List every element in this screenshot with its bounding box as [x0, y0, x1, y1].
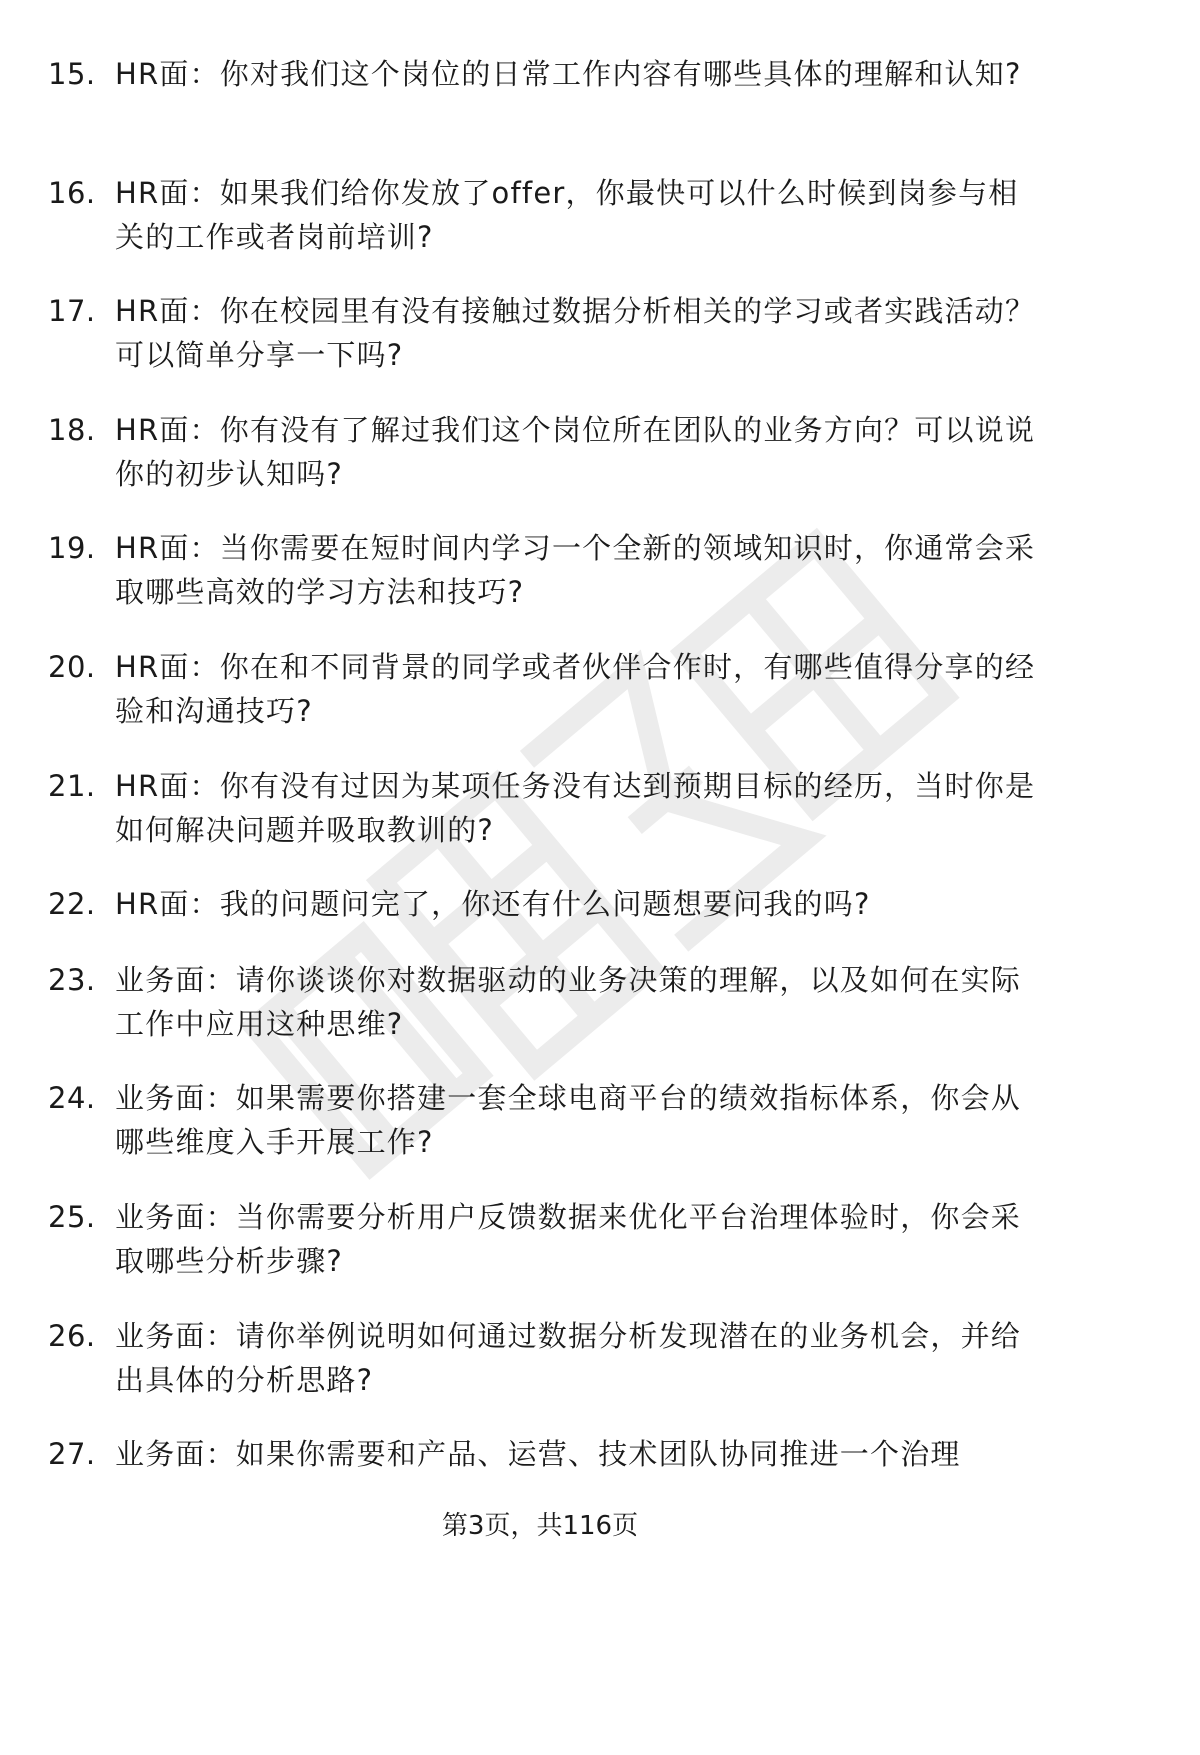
question-text: HR面：你有没有了解过我们这个岗位所在团队的业务方向？可以说说你的初步认知吗?: [115, 412, 1036, 491]
question-number: 19.: [48, 531, 96, 566]
question-number: 21.: [48, 768, 96, 803]
question-list: [48, 52, 1048, 1508]
question-item: [48, 408, 1048, 497]
question-item: [48, 289, 1048, 378]
question-text: HR面：你在和不同背景的同学或者伙伴合作时，有哪些值得分享的经验和沟通技巧?: [115, 649, 1036, 728]
question-text: HR面：你在校园里有没有接触过数据分析相关的学习或者实践活动？可以简单分享一下吗?: [115, 294, 1036, 373]
question-text: 业务面：请你举例说明如何通过数据分析发现潜在的业务机会，并给出具体的分析思路?: [115, 1318, 1022, 1397]
question-item: [48, 958, 1048, 1047]
question-item: [48, 1076, 1048, 1165]
question-number: 16.: [48, 175, 96, 210]
question-text: HR面：你有没有过因为某项任务没有达到预期目标的经历，当时你是如何解决问题并吸取教训的?: [115, 768, 1036, 847]
question-text: HR面：当你需要在短时间内学习一个全新的领域知识时，你通常会采取哪些高效的学习方法和技巧?: [115, 531, 1036, 610]
question-item: [48, 1195, 1048, 1284]
question-text: 业务面：如果需要你搭建一套全球电商平台的绩效指标体系，你会从哪些维度入手开展工作?: [115, 1081, 1022, 1160]
question-number: 20.: [48, 649, 96, 684]
question-text: 业务面：如果你需要和产品、运营、技术团队协同推进一个治理: [115, 1437, 961, 1472]
question-number: 18.: [48, 412, 96, 447]
question-text: HR面：我的问题问完了，你还有什么问题想要问我的吗?: [115, 887, 871, 922]
question-number: 24.: [48, 1081, 96, 1116]
question-number: 26.: [48, 1318, 96, 1353]
question-number: 15.: [48, 57, 96, 91]
question-number: 22.: [48, 887, 96, 922]
question-item: [48, 171, 1048, 260]
question-item: [48, 52, 1048, 141]
question-text: 业务面：请你谈谈你对数据驱动的业务决策的理解，以及如何在实际工作中应用这种思维?: [115, 962, 1022, 1041]
question-item: [48, 764, 1048, 853]
question-text: 业务面：当你需要分析用户反馈数据来优化平台治理体验时，你会采取哪些分析步骤?: [115, 1199, 1022, 1278]
question-item: [48, 882, 1048, 928]
question-item: [48, 1314, 1048, 1403]
question-text: HR面：你对我们这个岗位的日常工作内容有哪些具体的理解和认知?: [115, 57, 1022, 91]
question-item: [48, 526, 1048, 615]
question-item: [48, 1432, 1048, 1478]
page-footer: 第3页，共116页: [441, 1511, 639, 1541]
question-number: 23.: [48, 962, 96, 997]
question-number: 27.: [48, 1437, 96, 1472]
question-number: 25.: [48, 1199, 96, 1234]
question-text: HR面：如果我们给你发放了offer，你最快可以什么时候到岗参与相关的工作或者岗前培训?: [115, 175, 1019, 254]
question-number: 17.: [48, 294, 96, 329]
question-item: [48, 645, 1048, 734]
